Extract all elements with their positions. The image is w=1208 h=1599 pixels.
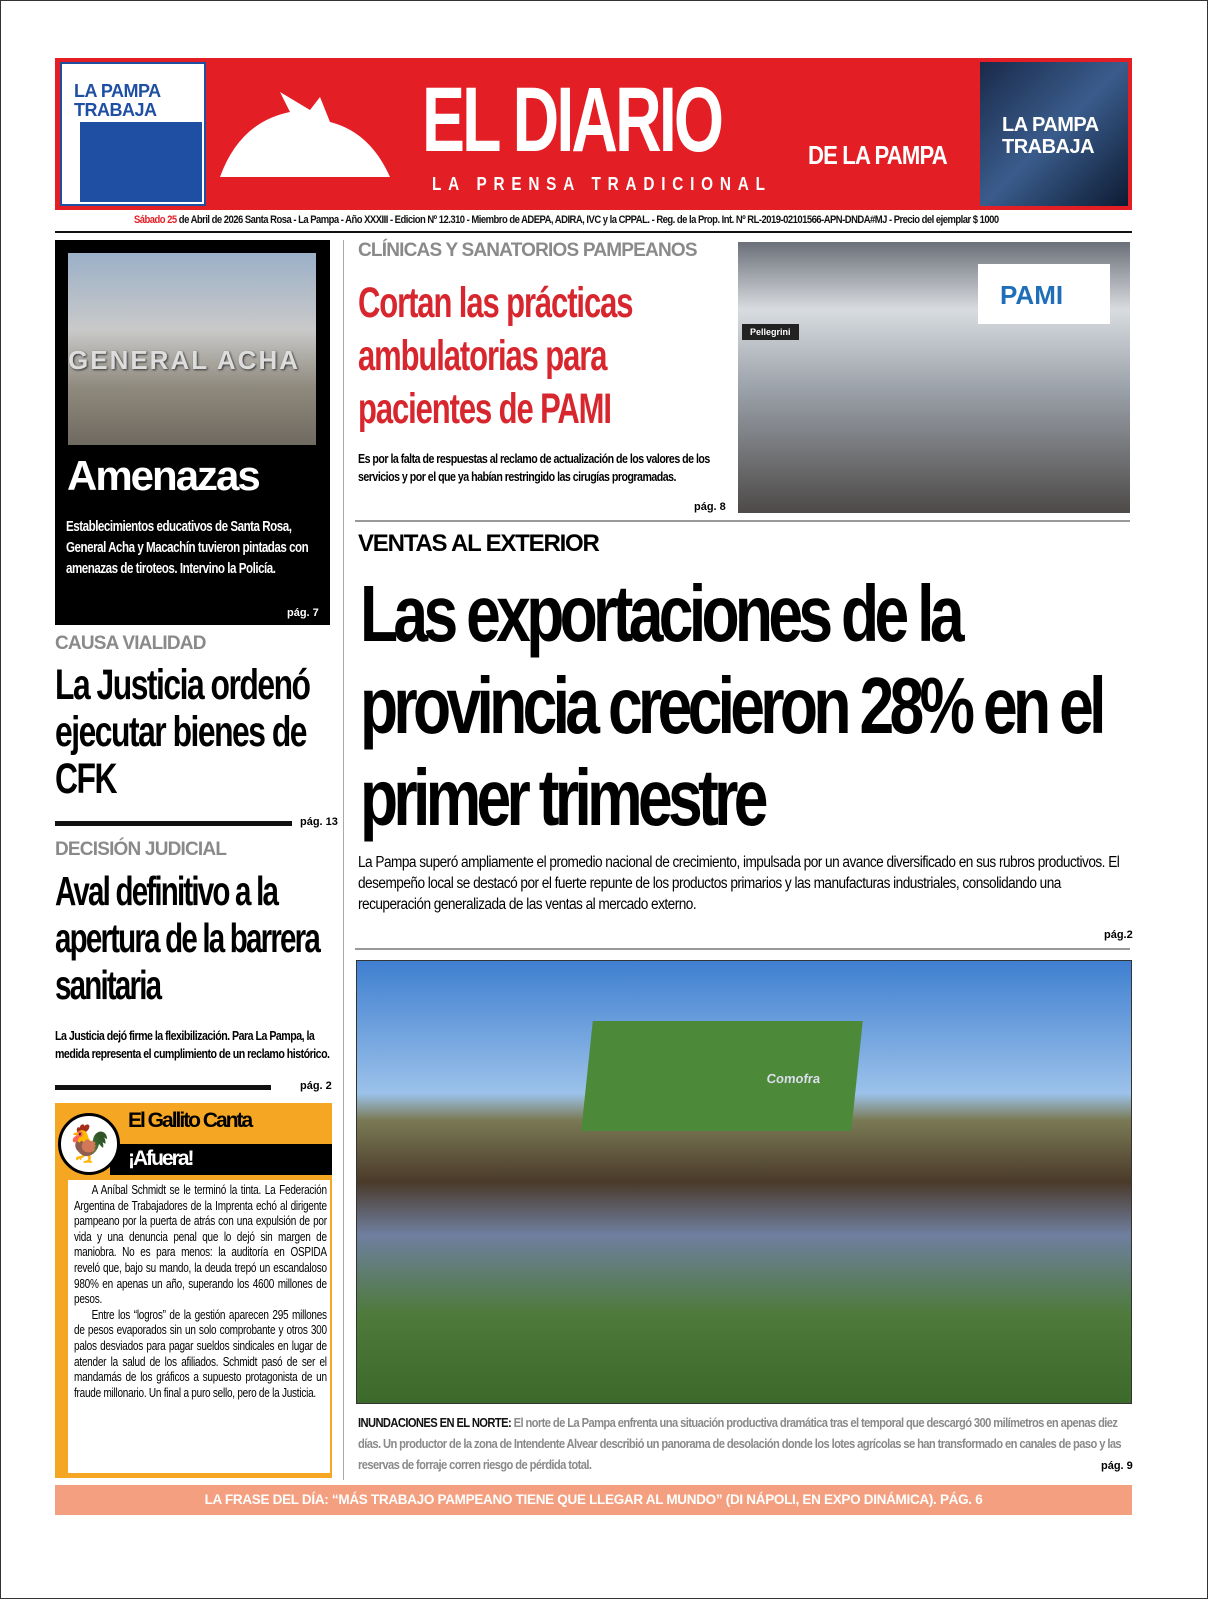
gallito-section xyxy=(128,1109,251,1133)
section-title: El Gallito Canta xyxy=(128,1109,252,1132)
gallito-text xyxy=(74,1183,327,1401)
page-ref: pág.2 xyxy=(1104,929,1133,941)
divider xyxy=(355,948,1130,950)
la-pampa-trabaja-badge[interactable] xyxy=(60,62,206,206)
amenazas-headline[interactable] xyxy=(67,452,259,500)
photo-caption xyxy=(358,1412,1132,1475)
gallito-title[interactable]: ¡Afuera! xyxy=(128,1147,193,1170)
rooster-icon: 🐓 xyxy=(58,1113,120,1175)
paragraph: A Aníbal Schmidt se le terminó la tinta. La Federación Argentina de Trabajadores de la Imprenta echó al dirigente pampeano por la puerta de atrás con una expulsión de por vida y una denuncia penal que lo dejó sin margen de maniobra. No es para menos: la auditoría en OSPIDA reveló que, bajo su mando, la deuda trepó un escandaloso 980% en apenas un año, superando los 4600 millones de pesos. xyxy=(74,1183,327,1307)
street-sign: Pellegrini xyxy=(742,324,799,340)
divider xyxy=(55,1085,271,1090)
flood-photo xyxy=(356,960,1132,1404)
paragraph: Entre los “logros” de la gestión aparecen 295 millones de pesos evaporados sin un solo comprobante y otros 300 palos desviados para pagar sueldos sindicales en lugar de atender la salud de los afiliados. Schmidt pasó de ser el mandamás de los gráficos a supuesto protagonista de un fraude millonario. Un final a puro sello, pero de la Justicia. xyxy=(74,1307,327,1400)
judicial-headline[interactable]: Aval definitivo a la apertura de la barrera sanitaria xyxy=(55,868,319,1008)
newspaper-title: EL DIARIO xyxy=(422,69,722,171)
badge-text: LA PAMPA TRABAJA xyxy=(1002,114,1098,158)
grain-cart xyxy=(581,1021,863,1131)
amenazas-body: Establecimientos educativos de Santa Rosa, General Acha y Macachín tuvieron pintadas con amenazas de tiroteos. Intervino la Policía. xyxy=(66,519,309,577)
page-ref: pág. 2 xyxy=(300,1080,332,1092)
main-kicker: VENTAS AL EXTERIOR xyxy=(358,530,599,557)
page-ref: pág. 8 xyxy=(694,501,726,513)
headline-text: Amenazas xyxy=(67,452,259,499)
divider xyxy=(55,231,1132,233)
trailer-text: Comofra xyxy=(765,1071,821,1086)
edition-info xyxy=(134,214,999,226)
vialidad-headline[interactable]: La Justicia ordenó ejecutar bienes de CFK xyxy=(55,661,310,803)
page-ref: pág. 9 xyxy=(1101,1460,1133,1472)
divider xyxy=(55,821,292,826)
pami-sign: PAMI xyxy=(978,264,1110,324)
photo-sign: GENERAL ACHA xyxy=(68,345,301,375)
main-headline[interactable]: Las exportaciones de la provincia crecieron 28% en el primer trimestre xyxy=(360,569,1102,842)
sun-logo-icon xyxy=(220,92,400,182)
vialidad-kicker: CAUSA VIALIDAD xyxy=(55,633,206,654)
badge-text: LA PAMPA TRABAJA xyxy=(74,81,160,120)
pami-body: Es por la falta de respuestas al reclamo de actualización de los valores de los servicios y por el que ya habían restringido las cirugías programadas. xyxy=(358,452,710,484)
judicial-body: La Justicia dejó firme la flexibilización. Para La Pampa, la medida representa el cumplimiento de un reclamo histórico. xyxy=(55,1029,330,1061)
newspaper-subtitle: DE LA PAMPA xyxy=(808,140,947,170)
main-body: La Pampa superó ampliamente el promedio nacional de crecimiento, impulsada por un avance diversificado en sus rubros productivos. El desempeño local se destacó por el fuerte repunte de los productos primarios y las manufacturas industriales, consolidando una recuperación generalizada de las ventas al mercado externo. xyxy=(358,854,1120,913)
date: Sábado 25 xyxy=(134,214,177,226)
page-ref: pág. 13 xyxy=(300,816,338,828)
gallito-body xyxy=(68,1180,330,1473)
pami-photo xyxy=(738,242,1130,513)
column-divider xyxy=(343,240,344,1480)
general-acha-photo xyxy=(68,253,316,445)
page-ref: pág. 7 xyxy=(287,607,319,619)
edition-details: de Abril de 2026 Santa Rosa - La Pampa - Año XXXIII - Edicion Nº 12.310 - Miembro de ADEPA, ADIRA, IVC y la CPPAL. - Reg. de la Prop. Int. Nº RL-2019-02101566-APN-DNDA#MJ - Precio del ejemplar $ 1000 xyxy=(178,214,999,226)
pami-kicker: CLÍNICAS Y SANATORIOS PAMPEANOS xyxy=(358,240,697,261)
frase-del-dia[interactable]: LA FRASE DEL DÍA: “MÁS TRABAJO PAMPEANO TIENE QUE LLEGAR AL MUNDO” (DI NÁPOLI, EN EXPO DINÁMICA). PÁG. 6 xyxy=(55,1485,1132,1515)
caption-lead: INUNDACIONES EN EL NORTE: xyxy=(358,1415,512,1430)
tagline: LA PRENSA TRADICIONAL xyxy=(432,174,772,194)
caption-text: El norte de La Pampa enfrenta una situación productiva dramática tras el temporal que descargó 300 milímetros en apenas diez días. Un productor de la zona de Intendente Alvear describió un panorama de desolación donde los lotes agrícolas se han transformado en canales de paso y las reservas de forraje corren riesgo de pérdida total. xyxy=(358,1415,1122,1472)
pami-headline[interactable]: Cortan las prácticas ambulatorias para pacientes de PAMI xyxy=(358,279,633,433)
la-pampa-trabaja-photo[interactable] xyxy=(980,62,1128,206)
judicial-kicker: DECISIÓN JUDICIAL xyxy=(55,839,227,860)
divider xyxy=(355,520,1130,522)
